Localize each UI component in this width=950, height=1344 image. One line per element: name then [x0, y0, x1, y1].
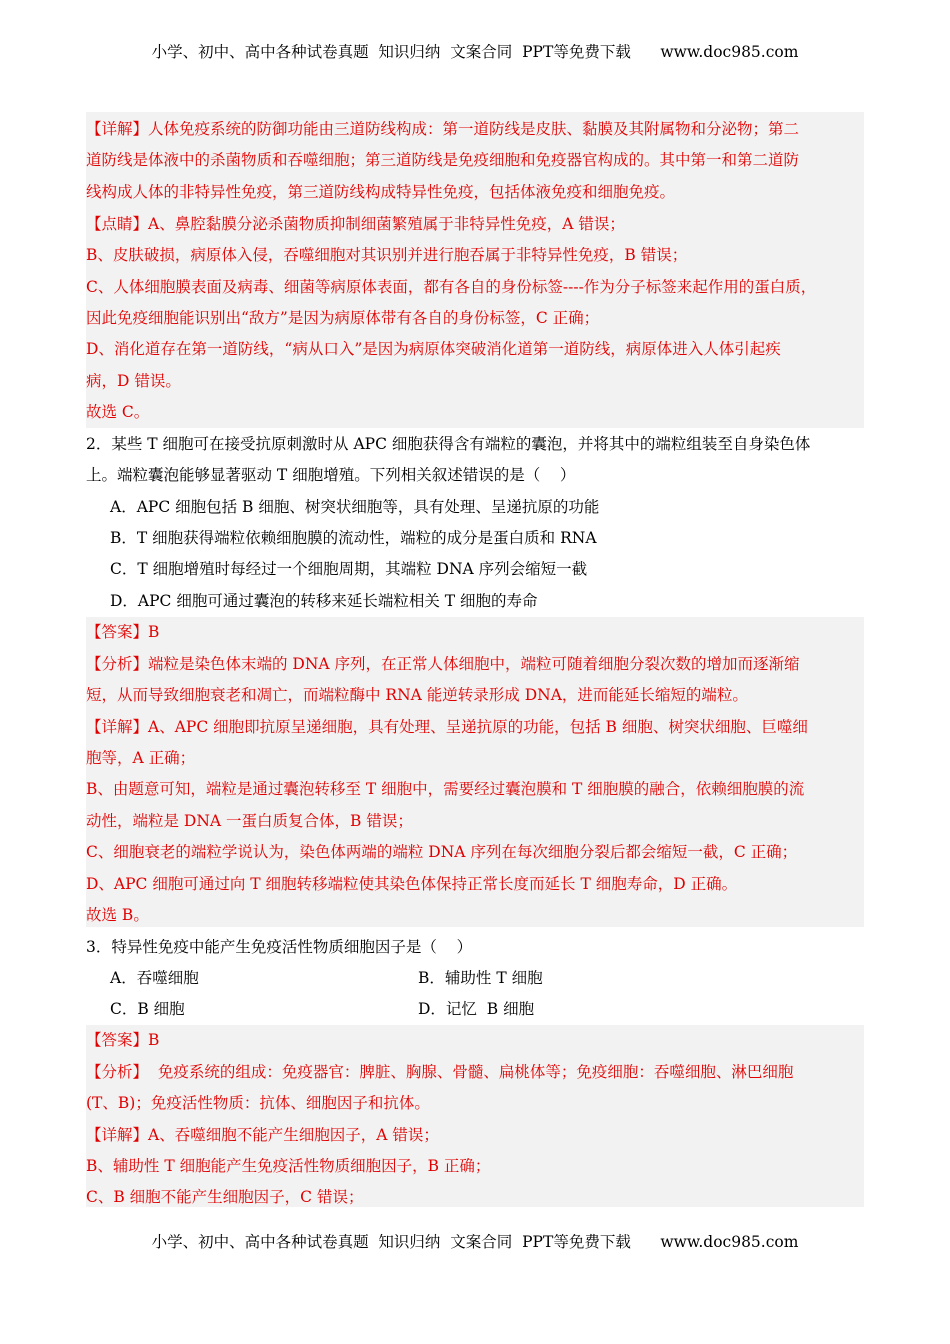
q3-option-a: A．吞噬细胞	[110, 969, 199, 987]
q2-stem-line-1: 2．某些 T 细胞可在接受抗原刺激时从 APC 细胞获得含有端粒的囊泡，并将其中的端粒组装至自身染色体	[86, 435, 811, 453]
q3-option-c: C．B 细胞	[110, 1000, 185, 1018]
q2-detail-line-1: 【详解】A、APC 细胞即抗原呈递细胞，具有处理、呈递抗原的功能，包括 B 细胞、树突状细胞、巨噬细	[86, 718, 808, 736]
q1-comment-line-4: 因此免疫细胞能识别出“敌方”是因为病原体带有各自的身份标签，C 正确；	[86, 309, 600, 327]
q3-stem: 3．特异性免疫中能产生免疫活性物质细胞因子是（ ）	[86, 938, 473, 956]
q1-comment-line-5: D、消化道存在第一道防线，“病从口入”是因为病原体突破消化道第一道防线，病原体进入人体引起疾	[86, 340, 781, 358]
q3-option-b: B．辅助性 T 细胞	[418, 969, 543, 987]
q1-detail-line-2: 道防线是体液中的杀菌物质和吞噬细胞；第三道防线是免疫细胞和免疫器官构成的。其中第一和第二道防	[86, 151, 800, 169]
q2-choice: 故选 B。	[86, 906, 149, 924]
q1-comment-line-6: 病，D 错误。	[86, 372, 181, 390]
q3-analysis-line-1: 【分析】 免疫系统的组成：免疫器官：脾脏、胸腺、骨髓、扁桃体等；免疫细胞：吞噬细胞、淋巴细胞	[86, 1063, 794, 1081]
q2-option-a: A．APC 细胞包括 B 细胞、树突状细胞等，具有处理、呈递抗原的功能	[110, 498, 600, 516]
q2-detail-line-6: D、APC 细胞可通过向 T 细胞转移端粒使其染色体保持正常长度而延长 T 细胞寿命，D 正确。	[86, 875, 738, 893]
q2-option-c: C．T 细胞增殖时每经过一个细胞周期，其端粒 DNA 序列会缩短一截	[110, 560, 588, 578]
q2-analysis-line-1: 【分析】端粒是染色体末端的 DNA 序列，在正常人体细胞中，端粒可随着细胞分裂次数的增加而逐渐缩	[86, 655, 800, 673]
q2-detail-line-3: B、由题意可知，端粒是通过囊泡转移至 T 细胞中，需要经过囊泡膜和 T 细胞膜的融合，依赖细胞膜的流	[86, 780, 805, 798]
q1-detail-line-1: 【详解】人体免疫系统的防御功能由三道防线构成：第一道防线是皮肤、黏膜及其附属物和分泌物；第二	[86, 120, 800, 138]
q2-answer: 【答案】B	[86, 623, 160, 641]
q3-analysis-line-2: (T、B)；免疫活性物质：抗体、细胞因子和抗体。	[86, 1094, 430, 1112]
q1-detail-line-3: 线构成人体的非特异性免疫，第三道防线构成特异性免疫，包括体液免疫和细胞免疫。	[86, 183, 676, 201]
q2-analysis-line-2: 短，从而导致细胞衰老和凋亡，而端粒酶中 RNA 能逆转录形成 DNA，进而能延长缩短的端粒。	[86, 686, 748, 704]
q1-comment-line-3: C、人体细胞膜表面及病毒、细菌等病原体表面，都有各自的身份标签----作为分子标签来起作用的蛋白质，	[86, 278, 817, 296]
q1-choice: 故选 C。	[86, 403, 150, 421]
page-footer: 小学、初中、高中各种试卷真题 知识归纳 文案合同 PPT等免费下载 www.doc985.com	[151, 1233, 799, 1251]
page-header: 小学、初中、高中各种试卷真题 知识归纳 文案合同 PPT等免费下载 www.doc985.com	[151, 43, 799, 61]
q1-comment-line-2: B、皮肤破损，病原体入侵，吞噬细胞对其识别并进行胞吞属于非特异性免疫，B 错误；	[86, 246, 688, 264]
q3-answer: 【答案】B	[86, 1031, 160, 1049]
q3-explanation-block	[86, 1025, 864, 1207]
q2-stem-line-2: 上。端粒囊泡能够显著驱动 T 细胞增殖。下列相关叙述错误的是（ ）	[86, 466, 576, 484]
q1-comment-line-1: 【点睛】A、鼻腔黏膜分泌杀菌物质抑制细菌繁殖属于非特异性免疫，A 错误；	[86, 215, 625, 233]
q2-detail-line-5: C、细胞衰老的端粒学说认为，染色体两端的端粒 DNA 序列在每次细胞分裂后都会缩短一截，C 正确；	[86, 843, 798, 861]
q2-option-b: B．T 细胞获得端粒依赖细胞膜的流动性，端粒的成分是蛋白质和 RNA	[110, 529, 597, 547]
q2-detail-line-4: 动性，端粒是 DNA 一蛋白质复合体，B 错误；	[86, 812, 413, 830]
q3-option-d: D．记忆 B 细胞	[418, 1000, 535, 1018]
q2-option-d: D．APC 细胞可通过囊泡的转移来延长端粒相关 T 细胞的寿命	[110, 592, 538, 610]
q2-detail-line-2: 胞等，A 正确；	[86, 749, 196, 767]
q3-detail-line-2: B、辅助性 T 细胞能产生免疫活性物质细胞因子，B 正确；	[86, 1157, 491, 1175]
q3-detail-line-3: C、B 细胞不能产生细胞因子，C 错误；	[86, 1188, 364, 1206]
q3-detail-line-1: 【详解】A、吞噬细胞不能产生细胞因子，A 错误；	[86, 1126, 439, 1144]
